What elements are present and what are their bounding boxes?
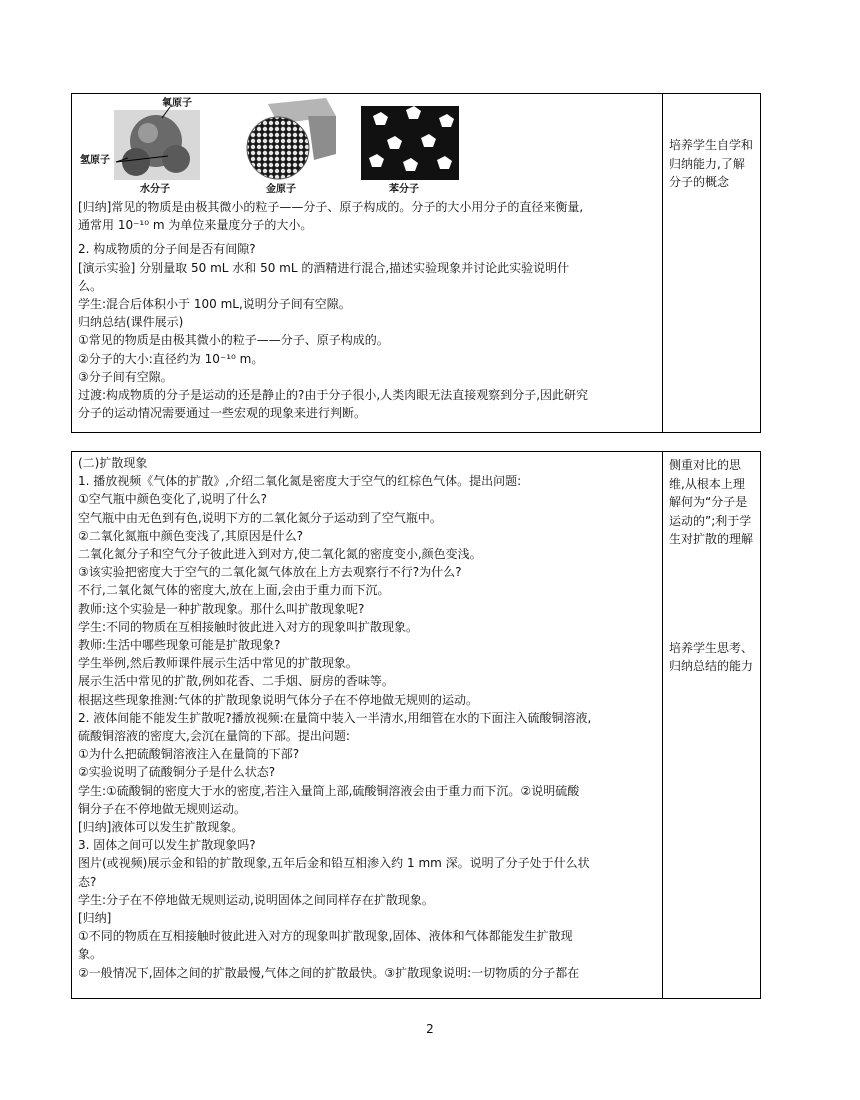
text-line: 学生:①硫酸铜的密度大于水的密度,若注入量筒上部,硫酸铜溶液会由于重力而下沉。②说明硫酸 (78, 783, 580, 798)
text-line: ①不同的物质在互相接触时彼此进入对方的现象叫扩散现象,固体、液体和气体都能发生扩散现 (78, 929, 573, 944)
text-line: ②二氧化氮瓶中颜色变浅了,其原因是什么? (78, 528, 303, 543)
side-note: 培养学生思考、归纳总结的能力 (669, 640, 754, 673)
gold-atom-caption: 金原子 (266, 184, 296, 195)
lesson-table-2 (71, 451, 761, 999)
gold-atom-figure (238, 96, 338, 184)
text-line: [归纳]常见的物质是由极其微小的粒子——分子、原子构成的。分子的大小用分子的直径来衡量, (78, 200, 584, 214)
hydrogen-atom-label: 氢原子 (80, 155, 110, 166)
side-note: 培养学生自学和归纳能力,了解分子的概念 (669, 138, 754, 189)
text-line: 2. 液体间能不能发生扩散呢?播放视频:在量筒中装入一半清水,用细管在水的下面注入硫酸铜溶液, (78, 710, 592, 725)
text-line: 图片(或视频)展示金和铅的扩散现象,五年后金和铅互相渗入约 1 mm 深。说明了分子处于什么状 (78, 856, 590, 871)
text-line: 归纳总结(课件展示) (78, 315, 184, 330)
oxygen-atom-label: 氧原子 (162, 98, 192, 109)
water-molecule-caption: 水分子 (140, 184, 170, 195)
text-line: [演示实验] 分别量取 50 mL 水和 50 mL 的酒精进行混合,描述实验现象并讨论此实验说明什 (78, 260, 570, 275)
page-number: 2 (426, 1022, 434, 1036)
text-line: 象。 (78, 947, 103, 962)
text-line: 通常用 10⁻¹⁰ m 为单位来量度分子的大小。 (78, 218, 313, 233)
text-line: 学生:混合后体积小于 100 mL,说明分子间有空隙。 (78, 297, 351, 312)
text-line: 不行,二氧化氮气体的密度大,放在上面,会由于重力而下沉。 (78, 583, 390, 598)
text-line: 学生举例,然后教师课件展示生活中常见的扩散现象。 (78, 656, 358, 671)
text-line: ①为什么把硫酸铜溶液注入在量筒的下部? (78, 747, 300, 762)
text-line: 空气瓶中由无色到有色,说明下方的二氧化氮分子运动到了空气瓶中。 (78, 510, 442, 525)
benzene-molecule-caption: 苯分子 (389, 184, 419, 195)
text-line: ③分子间有空隙。 (78, 369, 173, 384)
lesson-table-1 (71, 93, 761, 433)
text-line: ②一般情况下,固体之间的扩散最慢,气体之间的扩散最快。③扩散现象说明:一切物质的分子都在 (78, 965, 580, 980)
text-line: ②实验说明了硫酸铜分子是什么状态? (78, 765, 276, 780)
side-note: 侧重对比的思维,从根本上理解何为“分子是运动的”;利于学生对扩散的理解 (669, 458, 754, 546)
text-line: 展示生活中常见的扩散,例如花香、二手烟、厨房的香味等。 (78, 674, 394, 689)
text-line: (二)扩散现象 (78, 456, 148, 470)
text-line: [归纳]液体可以发生扩散现象。 (78, 820, 244, 835)
text-line: 学生:分子在不停地做无规则运动,说明固体之间同样存在扩散现象。 (78, 892, 434, 907)
text-line: [归纳] (78, 911, 112, 926)
water-molecule-figure (78, 96, 208, 198)
text-line: 过渡:构成物质的分子是运动的还是静止的?由于分子很小,人类肉眼无法直接观察到分子,因此研究 (78, 388, 589, 403)
text-line: ②分子的大小:直径约为 10⁻¹⁰ m。 (78, 351, 264, 366)
design-intent-cell (663, 452, 760, 998)
text-line: 铜分子在不停地做无规则运动。 (78, 801, 247, 816)
text-line: 硫酸铜溶液的密度大,会沉在量筒的下部。提出问题: (78, 729, 350, 744)
text-line: 态? (78, 874, 97, 889)
text-line: 1. 播放视频《气体的扩散》,介绍二氧化氮是密度大于空气的红棕色气体。提出问题: (78, 474, 522, 489)
text-line: 3. 固体之间可以发生扩散现象吗? (78, 838, 256, 853)
text-line: 根据这些现象推测:气体的扩散现象说明气体分子在不停地做无规则的运动。 (78, 692, 479, 707)
teaching-process-cell (72, 452, 663, 998)
text-line: ③该实验把密度大于空气的二氧化氮气体放在上方去观察行不行?为什么? (78, 565, 462, 580)
text-line: 二氧化氮分子和空气分子彼此进入到对方,使二氧化氮的密度变小,颜色变浅。 (78, 547, 482, 562)
text-line: 教师:生活中哪些现象可能是扩散现象? (78, 638, 281, 653)
text-line: 2. 构成物质的分子间是否有间隙? (78, 242, 256, 257)
text-line: 教师:这个实验是一种扩散现象。那什么叫扩散现象呢? (78, 601, 365, 616)
design-intent-cell (663, 94, 760, 432)
text-line: ①空气瓶中颜色变化了,说明了什么? (78, 492, 267, 507)
text-line: 么。 (78, 278, 103, 293)
text-line: ①常见的物质是由极其微小的粒子——分子、原子构成的。 (78, 333, 389, 348)
text-line: 学生:不同的物质在互相接触时彼此进入对方的现象叫扩散现象。 (78, 619, 419, 634)
text-line: 分子的运动情况需要通过一些宏观的现象来进行判断。 (78, 406, 367, 421)
benzene-molecule-figure (361, 106, 459, 180)
molecule-figures (78, 96, 656, 198)
teaching-process-cell (72, 94, 663, 432)
